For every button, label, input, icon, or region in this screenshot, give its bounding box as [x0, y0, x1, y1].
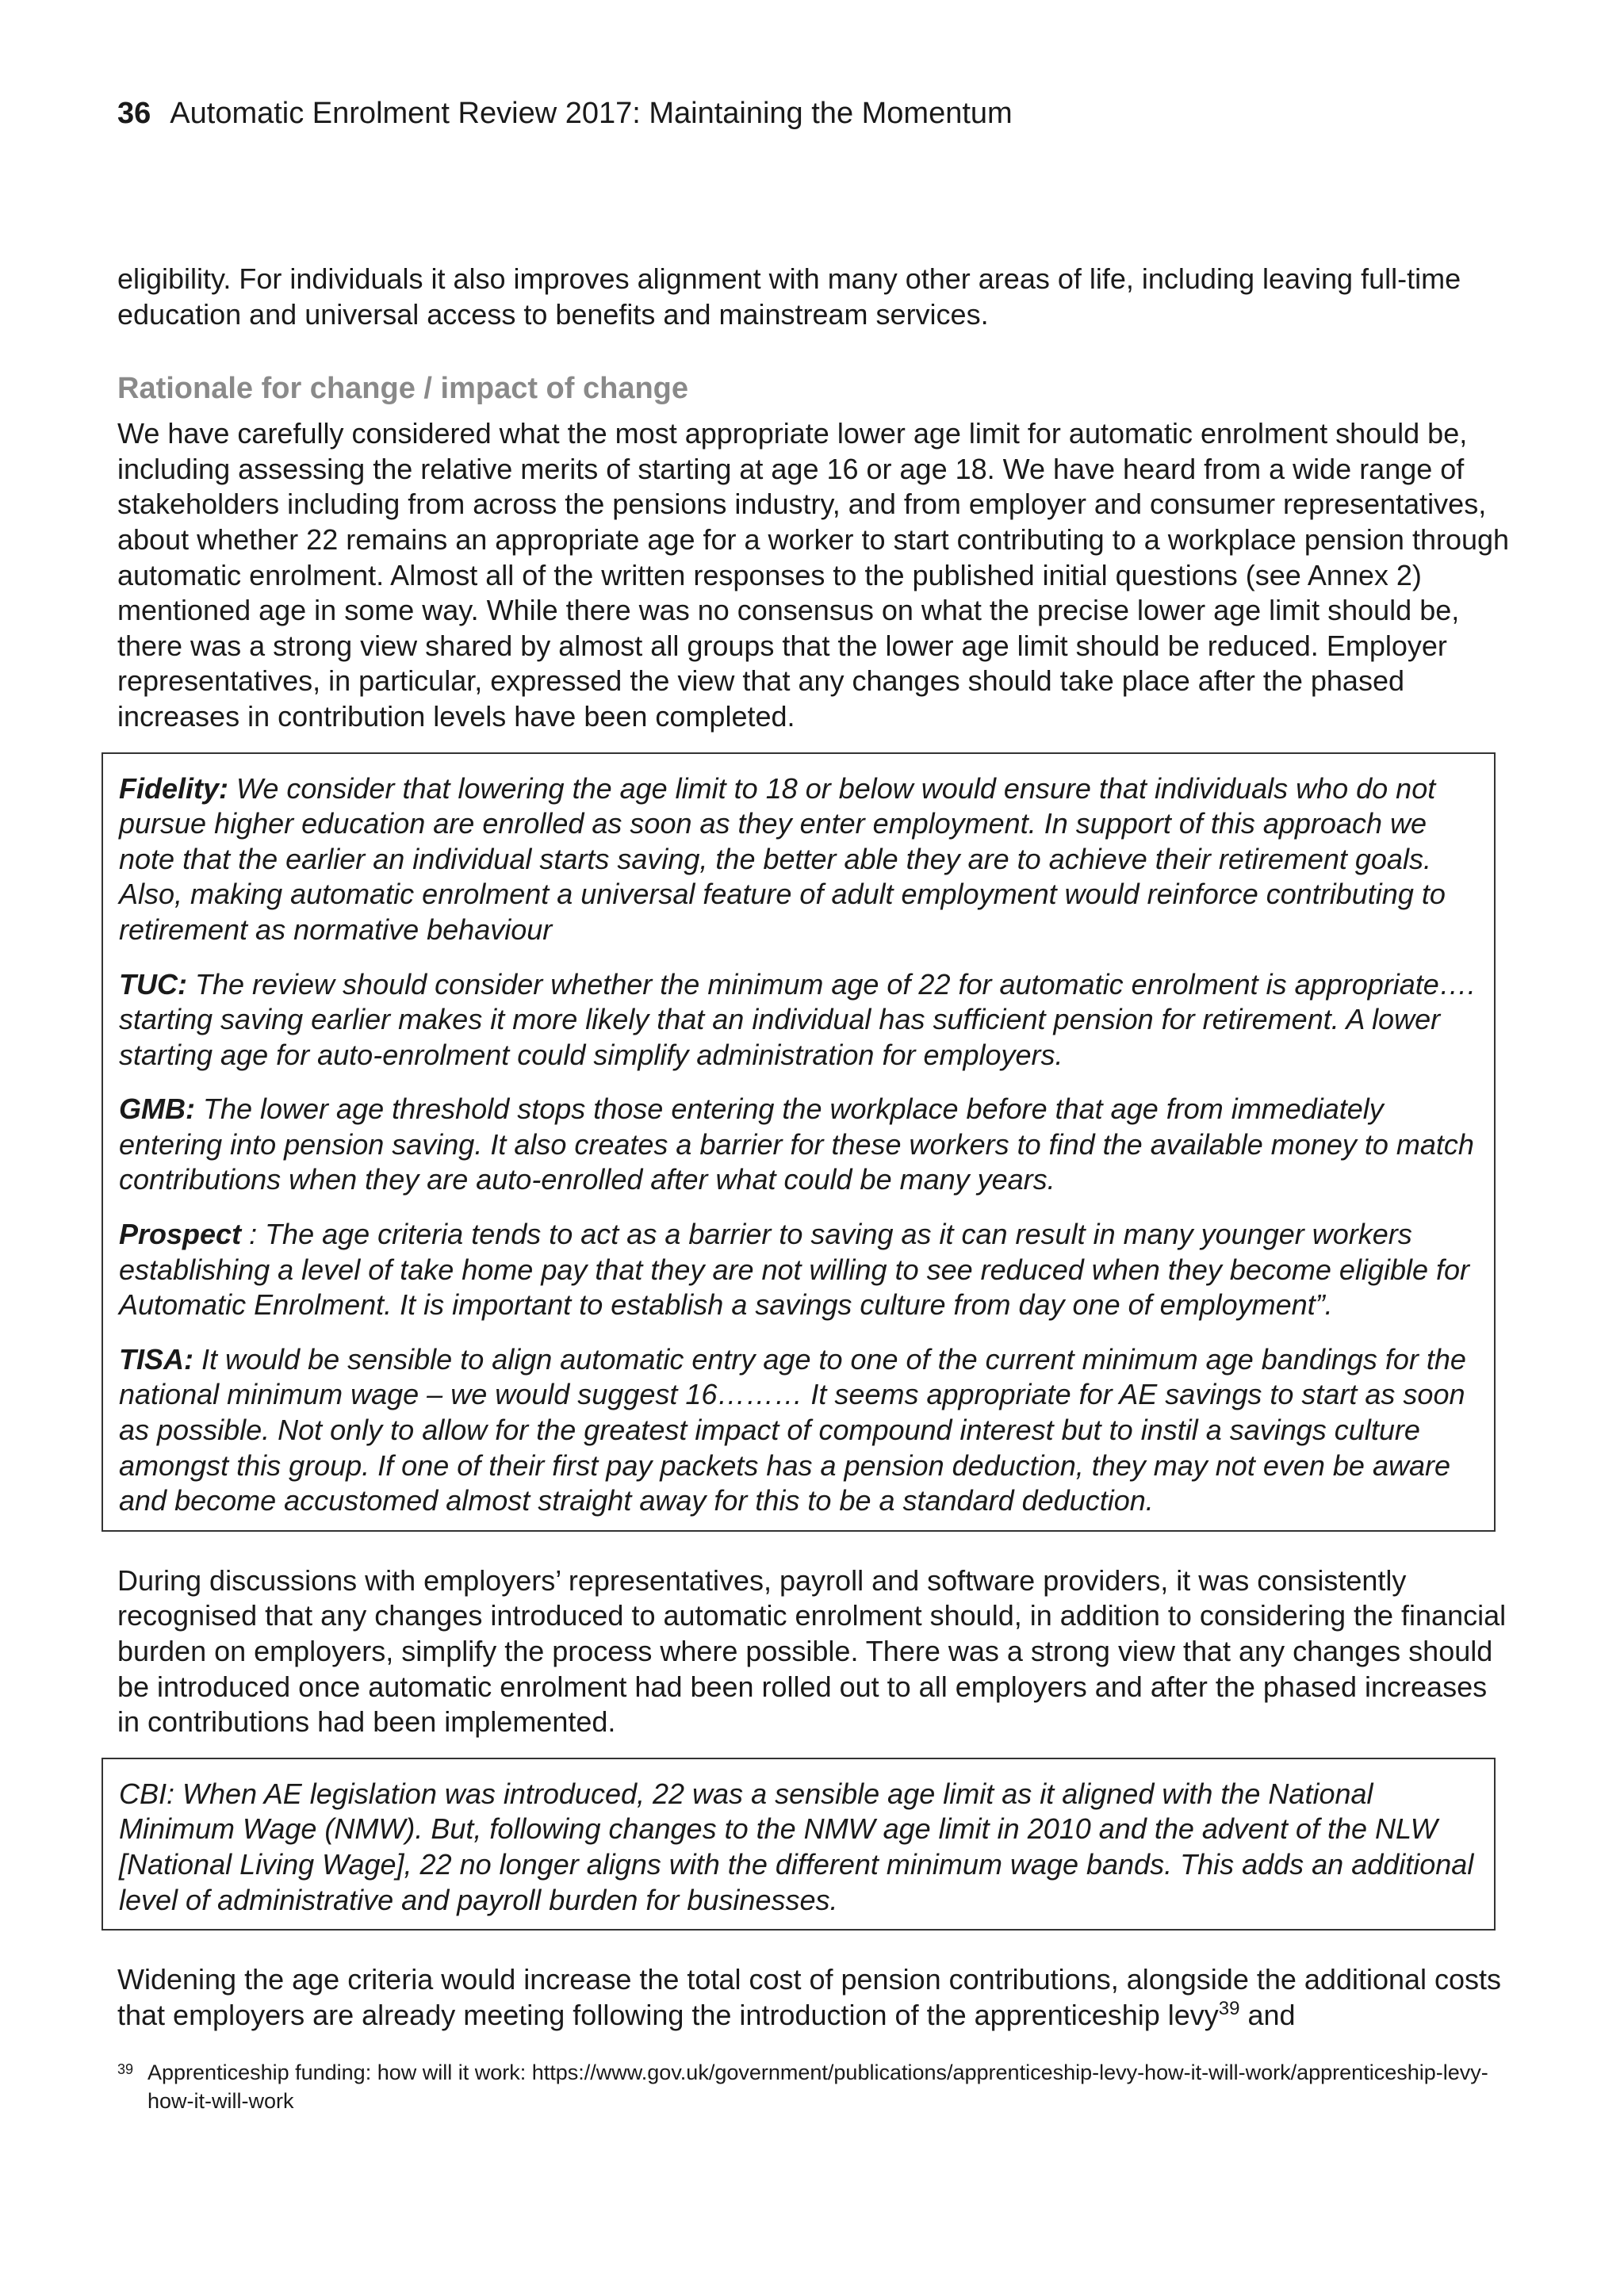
paragraph-rationale: We have carefully considered what the most appropriate lower age limit for automatic enrolment should be, including assessing the relative merits of starting at age 16 or age 18. We have heard from a wide range of stakeholders including from across the pensions industry, and from employer and consumer representatives, about whether 22 remains an appropriate age for a worker to start contributing to a workplace pension through automatic enrolment. Almost all of the written responses to the published initial questions (see Annex 2) mentioned age in some way. While there was no consensus on what the precise lower age limit should be, there was a strong view shared by almost all groups that the lower age limit should be reduced. Employer representatives, in particular, expressed the view that any changes should take place after the phased increases in contribution levels have been completed.	[117, 417, 1510, 733]
quote-text: The lower age threshold stops those entering the workplace before that age from immediately entering into pension saving. It also creates a barrier for these workers to find the available money to match contributions when they are auto-enrolled after what could be many years.	[119, 1093, 1474, 1196]
footnote-reference[interactable]: 39	[1218, 1997, 1240, 2019]
quote-source: TISA:	[119, 1342, 193, 1376]
page-number: 36	[117, 97, 151, 130]
quote-tuc	[119, 967, 1478, 1073]
quote-text: We consider that lowering the age limit to 18 or below would ensure that individuals who do not pursue higher education are enrolled as soon as they enter employment. In support of this approach we note that the earlier an individual starts saving, the better able they are to achieve their retirement goals. Also, making automatic enrolment a universal feature of adult employment would reinforce contributing to retirement as normative behaviour	[119, 771, 1446, 946]
spacer	[117, 1532, 1513, 1563]
quote-gmb	[119, 1092, 1478, 1198]
quote-text: : The age criteria tends to act as a barrier to saving as it can result in many younger workers establishing a level of take home pay that they are not willing to see reduced when they become eligible for Automatic Enrolment. It is important to establish a savings culture from day one of employment”.	[119, 1218, 1470, 1322]
page-header	[117, 94, 1013, 133]
quote-source: TUC:	[119, 967, 187, 1001]
spacer	[117, 1931, 1513, 1962]
quote-tisa	[119, 1342, 1478, 1519]
quote-source: Fidelity:	[119, 771, 229, 805]
cbi-quote-box	[102, 1758, 1496, 1931]
stakeholder-quotes-box	[102, 752, 1496, 1532]
quote-text: The review should consider whether the minimum age of 22 for automatic enrolment is appropriate…. starting saving earlier makes it more likely that an individual has sufficient pension for retirement. A lower starting age for auto-enrolment could simplify administration for employers.	[119, 967, 1476, 1071]
main-content	[117, 262, 1513, 2033]
paragraph-text: Widening the age criteria would increase the total cost of pension contributions, alongside the additional costs that employers are already meeting following the introduction of the apprenticeship levy	[117, 1963, 1502, 2031]
quote-text: It would be sensible to align automatic entry age to one of the current minimum age bandings for the national minimum wage – we would suggest 16……… It seems appropriate for AE savings to start as soon as possible. Not only to allow for the greatest impact of compound interest but to instil a savings culture amongst this group. If one of their first pay packets has a pension deduction, they may not even be aware and become accustomed almost straight away for this to be a standard deduction.	[119, 1342, 1466, 1517]
footnote-number: 39	[117, 2061, 134, 2077]
paragraph-discussions: During discussions with employers’ representatives, payroll and software providers, it was consistently recognised that any changes introduced to automatic enrolment should, in addition to considering the financial burden on employers, simplify the process where possible. There was a strong view that any changes should be introduced once automatic enrolment had been rolled out to all employers and after the phased increases in contributions had been implemented.	[117, 1563, 1507, 1739]
footnote-text[interactable]: Apprenticeship funding: how will it work: https://www.gov.uk/government/publications/apprenticeship-levy-how-it-will-work/apprenticeship-levy-how-it-will-work	[147, 2061, 1488, 2113]
quote-source: GMB:	[119, 1093, 195, 1126]
paragraph-widening	[117, 1962, 1513, 2033]
quote-cbi: CBI: When AE legislation was introduced, 22 was a sensible age limit as it aligned with the National Minimum Wage (NMW). But, following changes to the NMW age limit in 2010 and the advent of the NLW [National Living Wage], 22 no longer aligns with the different minimum wage bands. This adds an additional level of administrative and payroll burden for businesses.	[119, 1777, 1474, 1916]
document-title: Automatic Enrolment Review 2017: Maintaining the Momentum	[170, 97, 1013, 130]
quote-prospect	[119, 1217, 1478, 1323]
paragraph-text-end: and	[1239, 1998, 1296, 2031]
quote-fidelity	[119, 771, 1478, 948]
paragraph-eligibility: eligibility. For individuals it also improves alignment with many other areas of life, including leaving full-time education and universal access to benefits and mainstream services.	[117, 262, 1461, 331]
footnote	[117, 2058, 1513, 2115]
quote-source: Prospect	[119, 1218, 242, 1251]
section-heading: Rationale for change / impact of change	[117, 372, 689, 406]
